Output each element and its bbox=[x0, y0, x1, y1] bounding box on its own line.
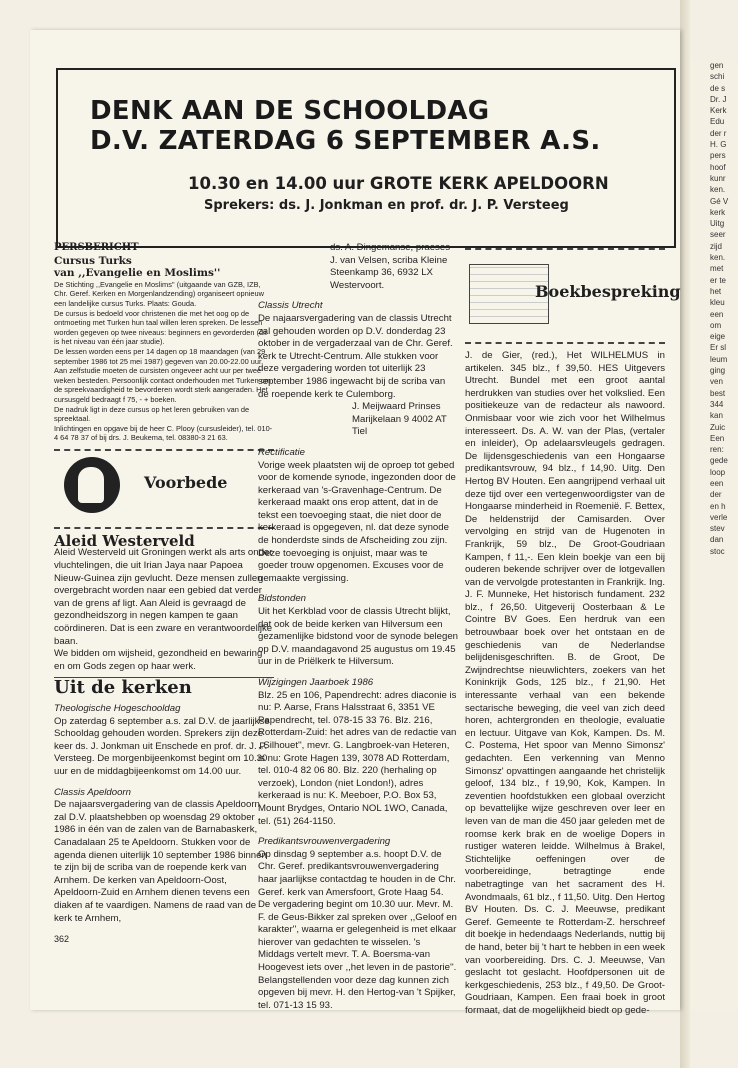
classis-apeldoorn-body: De najaarsvergadering van de classis Apeldoorn zal D.V. plaatshebben op woensdag 29 oktober 1986 in één van de zalen van de Barnabaskerk, Canadalaan 25 te Apeldoorn. Stukken voor de agenda dienen uiterlijk 10 september 1986 binnen te zijn bij de scriba van de roepende kerk van Arnhem. De kerken van Apeldoorn-Oost, Apeldoorn-Zuid en Arnhem dienen tevens een diaken af te vaardigen. Namens de raad van de kerk te Arnhem, bbox=[54, 799, 267, 924]
edge-line: en h bbox=[710, 501, 726, 511]
edge-line: ging bbox=[710, 366, 726, 376]
book-spine bbox=[680, 0, 690, 1068]
jaarboek-head: Wijzigingen Jaarboek 1986 bbox=[258, 677, 374, 688]
edge-line: H. G bbox=[710, 140, 727, 150]
voorbede-block bbox=[54, 457, 274, 521]
boekbespreking-body: J. de Gier, (red.), Het WILHELMUS in artikelen. 345 blz., f 39,50. HES Uitgevers Utrecht. Bundel met een groot aantal herdrukken van studies over het volkslied. Een positiekeuze van de redacteur als nawoord. Onmisbaar voor wie zich voor het Wilhelmus interesseert. Ds. A. W. van der Plas, (vertaler en inleider), Op adelaarsvleugels gedragen. De lijdensgeschiedenis van een Hongaarse predikantsvrouw, 94 blz., f 14,90. Uitg. Den Hertog BV Houten. Een aangrijpend verhaal uit deze tijd over een vertegenwoordigster van de Hongaarse minderheid in Roemenië. F. Bettex, De heldenstrijd der Camisarden. Over vervolging en strijd van de Hugenoten in Frankrijk, 59 blz., De Groot-Goudriaan Kampen, f 11,-. Een klein boekje van een bij ouderen bekende schrijver over de lotgevallen van de vervolgde protestanten in Frankrijk. Ing. J. F. Munneke, Het historisch fundament. 232 blz., f 26,50. Uitgeverij Oosterbaan & Le Cointre BV Goes. Een herdruk van een betrouwbaar boek over het ontstaan en de geschiedenis van de Nederlandse belijdenisgeschriften. B. de Groot, De Zwijndrechtse nieuwlichters, zoekers van het Koninkrijk Gods, 125 blz., f 21,90. Het interessante verhaal van een bekende sectarische beweging, die veel van zich deed horen, achtergronden en theologie, evaluatie en lectuur. Uitgave van Kok, Kampen. Ds. M. C. Postema, Het spoor van Menno Simonsz' gedachten. Een verkenning van Menno Simonsz' opvattingen aangaande het christelijk geloof, 134 blz., f 19,90, Kok, Kampen. In zeventien hoofdstukken een globaal overzicht op bevattelijke wijze geschreven over leer en leven van de man die 450 jaar geleden met de roomse kerk brak en de woelige Dopers in rustiger wateren leidde. Wilhelmus à Brakel, Stichtelijke oeffeningen over de voorbereidinge, betragtinge ende nabetragtinge van het sacrament des H. Avondmaals, 61 blz., f 11,50. Uitg. Den Hertog BV Houten. Ds. C. J. Meeuwse, predikant Geref. Gemeente te Rotterdam-Z. herschreef dit boekje in hedendaags Nederlands, nuttig bij de hand, beter bij 't hart te hebben in een week van voorbereiding. Drs. C. J. Meeuwse, Van geslacht tot geslacht. Hoofdpersonen uit de kerkgeschiedenis, 253 blz., f 49,50. De Groot-Goudriaan, Kampen. Een fraai boek in groot formaat, dat de mogelijkheid biedt op gede- bbox=[465, 350, 665, 1016]
edge-line: kunr bbox=[710, 173, 726, 183]
edge-line: ken. bbox=[710, 253, 726, 263]
edge-line: verle bbox=[710, 512, 728, 522]
aleid-head: Aleid Westerveld bbox=[54, 531, 195, 550]
edge-line: 344 bbox=[710, 399, 724, 409]
edge-line: Uitg bbox=[710, 219, 725, 229]
persbericht-head: PERSBERICHT bbox=[54, 242, 139, 253]
utrecht-head: Classis Utrecht bbox=[258, 300, 323, 312]
divider bbox=[54, 527, 274, 529]
edge-line: stev bbox=[710, 524, 725, 534]
edge-line: der r bbox=[710, 128, 727, 138]
edge-line: het bbox=[710, 286, 722, 296]
edge-line: Dr. J bbox=[710, 94, 727, 104]
theol-head: Theologische Hogeschooldag bbox=[54, 703, 181, 714]
schooldag-banner bbox=[56, 68, 676, 248]
page-number: 362 bbox=[54, 934, 70, 945]
next-page-edge bbox=[690, 60, 738, 1010]
divider bbox=[54, 449, 274, 451]
edge-line: met bbox=[710, 264, 724, 274]
utrecht-body: De najaarsvergadering van de classis Utrecht zal gehouden worden op D.V. donderdag 23 oktober in de vergaderzaal van de Chr. Geref. kerk te Utrecht-Centrum. Alle stukken voor deze vergadering worden tot uiterlijk 23 september 1986 ingewacht bij de scriba van de roepende kerk te Culemborg. bbox=[258, 312, 453, 400]
pred-head: Predikantsvrouwenvergadering bbox=[258, 836, 391, 848]
edge-line: zijd bbox=[710, 241, 723, 251]
divider bbox=[465, 342, 665, 344]
kerken-head: Uit de kerken bbox=[54, 677, 192, 699]
persbericht-sub: van ,,Evangelie en Moslims'' bbox=[54, 267, 221, 280]
edge-line: ren: bbox=[710, 445, 724, 455]
prayer-hands-icon bbox=[64, 457, 120, 513]
edge-line: de s bbox=[710, 83, 726, 93]
rectificatie-body: Vorige week plaatsten wij de oproep tot gebed voor de komende synode, ingezonden door de kerkeraad van 's-Gravenhage-Centrum. De kerkeraad maakt ons erop attent, dat in de tekst een toevoeging staat, die niet door de kerkeraad is opgegeven, nl. dat deze synode de honderdste sinds de Afscheiding zou zijn. Deze toevoeging is onjuist, maar was te goeder trouw opgenomen. Excuses voor de gemaakte vergissing. bbox=[258, 459, 456, 584]
column-2 bbox=[258, 242, 458, 1012]
edge-line: kerk bbox=[710, 207, 726, 217]
column-3 bbox=[465, 242, 681, 1017]
classis-apeldoorn-head: Classis Apeldoorn bbox=[54, 786, 131, 798]
banner-speakers: Sprekers: ds. J. Jonkman en prof. dr. J. P. Versteeg bbox=[204, 198, 569, 213]
magazine-page bbox=[30, 30, 681, 1016]
theol-body: Op zaterdag 6 september a.s. zal D.V. de jaarlijkse Schooldag gehouden worden. Sprekers zijn deze keer ds. J. Jonkman uit Enschede en prof. dr. J. P. Versteeg. De morgenbijeenkomst begint om 10.30 uur en de middagbijeenkomst om 14.00 uur. bbox=[54, 715, 270, 777]
boekbespreking-head: Boekbespreking bbox=[535, 282, 681, 301]
edge-line: kleu bbox=[710, 298, 725, 308]
edge-line: gen bbox=[710, 61, 724, 70]
edge-line: pers bbox=[710, 151, 726, 161]
signers: ds. A. Dingemanse, praeses J. van Velsen, scriba Kleine Steenkamp 36, 6932 LX Westervoort. bbox=[330, 242, 450, 291]
edge-line: schi bbox=[710, 72, 725, 82]
edge-line: om bbox=[710, 320, 722, 330]
edge-line: gede bbox=[710, 456, 728, 466]
edge-line: dan bbox=[710, 535, 724, 545]
edge-line: Een bbox=[710, 433, 725, 443]
edge-line: stoc bbox=[710, 546, 725, 556]
edge-line: Er sl bbox=[710, 343, 726, 353]
edge-line: leum bbox=[710, 354, 728, 364]
pred-body: Op dinsdag 9 september a.s. hoopt D.V. de Chr. Geref. predikantsvrouwenvergadering haar jaarlijkse contactdag te houden in de Chr. Geref. kerk van Amersfoort, Grote Haag 54. De vergadering begint om 10.30 uur. Mevr. M. F. de Geus-Bikker zal spreken over ,,Geloof en karakter'', waarna er gelegenheid is met elkaar hierover van gedachten te wisselen. 's Middags vertelt mevr. T. A. Boersma-van Hoogevest iets over ,,het leven in de pastorie''. Belangstellenden voor deze dag kunnen zich opgeven bij mevr. H. den Hertog-van 't Spijker, tel. 071-13 15 93. bbox=[258, 848, 457, 1011]
banner-title: DENK AAN DE SCHOOLDAG D.V. ZATERDAG 6 SEPTEMBER A.S. bbox=[90, 96, 601, 156]
banner-time: 10.30 en 14.00 uur GROTE KERK APELDOORN bbox=[188, 174, 609, 193]
aleid-body-1: Aleid Westerveld uit Groningen werkt als arts onder vluchtelingen, die uit Irian Jaya naar Papoea Nieuw-Guinea zijn gevlucht. Deze mensen zullen overgebracht worden naar een gebied dat verder van de grens af ligt. Aan Aleid is gevraagd de gezondheidszorg in negen kampen te gaan coördineren. Dat is een zware en verantwoordelijke baan. bbox=[54, 547, 273, 647]
persbericht-body: De Stichting ,,Evangelie en Moslims'' (uitgaande van GZB, IZB, Chr. Geref. Kerken en Morgenlandzending) organiseert opnieuw een landelijke cursus Turks. Plaats: Gouda. De cursus is bedoeld voor christenen die met het oog op de ontmoeting met Turken hun taal willen leren spreken. De lessen worden gegeven op twee niveaus: beginners en gevorderden (dit is het niveau van één jaar studie). De lessen worden eens per 14 dagen op 18 maandagen (van 29 september 1986 tot 25 mei 1987) gegeven van 20.00-22.00 uur. Aan zelfstudie moeten de cursisten ongeveer acht uur per twee weken besteden. Persoonlijk contact onderhouden met Turken om de spreekvaardigheid te bevorderen wordt sterk aangeraden. Het cursusgeld bedraagt f 75, - + boeken. De nadruk ligt in deze cursus op het leren gebruiken van de spreektaal. Inlichtingen en opgave bij de heer C. Plooy (cursusleider), tel. 010-4 64 78 37 of bij drs. J. Beukema, tel. 08380-3 21 63. bbox=[54, 279, 273, 443]
edge-line: Edu bbox=[710, 117, 725, 127]
boekbespreking-block bbox=[465, 256, 681, 336]
edge-line: kan bbox=[710, 411, 723, 421]
edge-line: ken. bbox=[710, 185, 726, 195]
edge-line: Gé V bbox=[710, 196, 729, 206]
edge-line: der bbox=[710, 490, 722, 500]
utrecht-sign: J. Meijwaard Prinses Marijkelaan 9 4002 AT Tiel bbox=[352, 401, 447, 438]
jaarboek-body: Blz. 25 en 106, Papendrecht: adres diaconie is nu: P. Aarse, Frans Halsstraat 6, 3351 VE Papendrecht, tel. 078-15 33 76. Blz. 216, Rotterdam-Zuid: het adres van de redactie van ,,Silhouet'', mevr. G. Langbroek-van Heteren, is nu: Grote Hagen 139, 3078 AD Rotterdam, tel. 010-4 82 06 80. Blz. 220 (herhaling op verzoek), London (niet London!), adres kerkeraad is nu: K. Meeboer, P.O. Box 53, Mount Brydges, Ontario NOL 1WO, Canada, tel. (51) 264-1150. bbox=[258, 689, 457, 827]
edge-line: een bbox=[710, 478, 724, 488]
persbericht-title: Cursus Turks bbox=[54, 254, 132, 267]
edge-line: een bbox=[710, 309, 724, 319]
bidstonden-body: Uit het Kerkblad voor de classis Utrecht blijkt, dat ook de beide kerken van Hilversum een gezamenlijke bidstond voor de synode belegen op D.V. maandagavond 25 augustus om 19.45 uur in de Priëlkerk te Hilversum. bbox=[258, 606, 459, 668]
edge-line: er te bbox=[710, 275, 727, 285]
edge-line: ven bbox=[710, 377, 723, 387]
column-1 bbox=[54, 242, 274, 946]
bidstonden-head: Bidstonden bbox=[258, 593, 307, 605]
edge-line: seer bbox=[710, 230, 726, 240]
aleid-body-2: We bidden om wijsheid, gezondheid en bewaring en om Gods zegen op haar werk. bbox=[54, 648, 263, 672]
edge-line: hoof bbox=[710, 162, 726, 172]
divider bbox=[465, 248, 665, 250]
rectificatie-head: Rectificatie bbox=[258, 446, 305, 458]
voorbede-head: Voorbede bbox=[144, 472, 228, 492]
edge-line: Kerk bbox=[710, 106, 727, 116]
edge-line: eige bbox=[710, 332, 726, 342]
edge-line: loop bbox=[710, 467, 726, 477]
edge-line: Zuic bbox=[710, 422, 726, 432]
edge-line: best bbox=[710, 388, 726, 398]
